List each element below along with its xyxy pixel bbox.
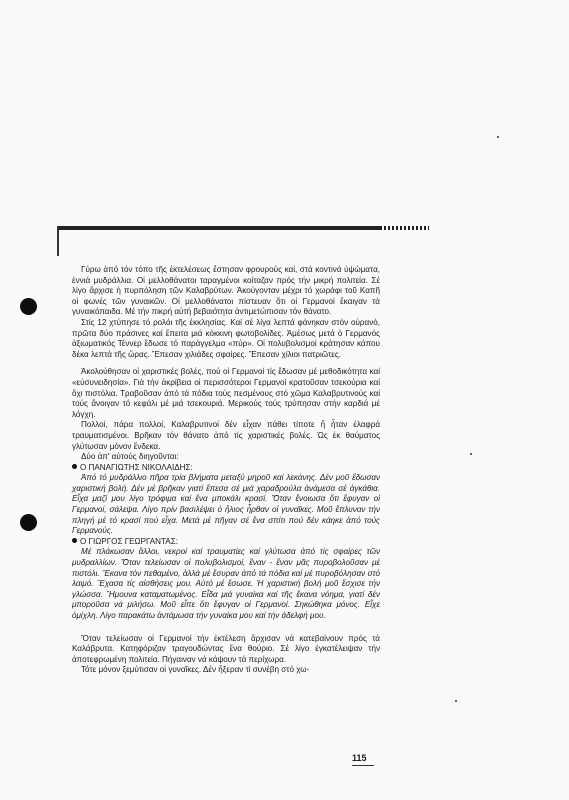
punch-hole-top bbox=[20, 298, 37, 315]
paragraph: Δύο ἀπ' αὐτούς διηγοῦνται: bbox=[81, 452, 179, 462]
testimony-paragraph: Ἀπό τό μυδράλλιο πῆρα τρία βλήματα μεταξύ μηροῦ καί λεκάνης. Δέν μοῦ ἔδωσαν χαριστική βολή. Δέν μέ βρῆκαν γιατί ἔπεσα σέ μιά χαραδρούλα ἀνάμεσα σέ ἀγκάθια. Εἶχα μαζί μου λίγο τρόφιμα καί ἕνα μποκάλι κρασί. Ὅταν ἔνοιωσα ὅτι ἔφυγαν οἱ Γερμανοί, σάλεψα. Λίγο πρίν βασιλέψει ὁ ἥλιος ἦρθαν οἱ γυναῖκες. Μοῦ ἔπλυναν τήν πληγή μέ τό κρασί πού εἶχα. Μετά μέ πῆγαν σέ ἕνα σπίτι πού δέν κάηκε ἀπό τούς Γερμανούς. bbox=[72, 473, 380, 536]
bullet-icon bbox=[72, 538, 77, 543]
speaker-heading bbox=[72, 463, 380, 474]
paragraph: Γύρω ἀπό τόν τόπο τῆς ἐκτελέσεως ἔστησαν φρουρούς καί, στά κοντινά ὑψώματα, ἐννιά μυδράλλια. Οἱ μελλοθάνατοι ταραγμένοι κοίταζαν πρός τήν μικρή πολιτεία. Σέ λίγο ἄρχισε ἡ πυρπόληση τῶν Καλαβρύτων. Ἀκούγονταν μέχρι τό χωράφι τοῦ Καπῆ οἱ φωνές τῶν γυναικῶν. Οἱ μελλοθάνατοι πίστευαν ὅτι οἱ Γερμανοί ἔκαιγαν τά γυναικόπαιδα. Μέ τήν πικρή αὐτή βεβαιότητα ἀντιμετώπισαν τόν θάνατο. bbox=[72, 265, 380, 317]
speaker-name: Ο ΠΑΝΑΓΙΩΤΗΣ ΝΙΚΟΛΑΙΔΗΣ: bbox=[80, 462, 193, 472]
margin-rule bbox=[57, 226, 59, 256]
paragraph: Στίς 12 χτύπησε τό ρολόι τῆς ἐκκλησίας. Καί σέ λίγα λεπτά φάνηκαν στόν οὐρανό, πρῶτα δύο πράσινες καί ἔπειτα μιά κόκκινη φωτοβολίδες. Ἀμέσως μετά ὁ Γερμανός ἀξιωματικός Τέννερ ἔδωσε τό παράγγελμα «πύρ». Οἱ πολυβολισμοί κράτησαν κάπου δέκα λεπτά τῆς ὥρας. Ἔπεσαν χιλιάδες σφαίρες. Ἔπεσαν χίλιοι πατριῶτες. bbox=[72, 317, 380, 359]
ink-speck bbox=[470, 453, 472, 455]
header-rule-hatch bbox=[380, 226, 429, 230]
paragraph: Πολλοί, πάρα πολλοί, Καλαβρυτινοί δέν εἶχαν πάθει τίποτε ἤ ἦταν ἐλαφρά τραυματισμένοι. Βρῆκαν τόν θάνατο ἀπό τίς χαριστικές βολές. Ὡς ἐκ θαύματος γλύτωσαν μόνον ἕνδεκα. bbox=[72, 420, 380, 451]
paragraph: Ὅταν τελείωσαν οἱ Γερμανοί τήν ἐκτέλεση ἄρχισαν νά κατεβαίνουν πρός τά Καλάβρυτα. Κατηφόριζαν τραγουδώντας ἕνα θούριο. Σέ λίγο ἐγκατέλειψαν τήν ἀποτεφρωμένη πολιτεία. Πήγαιναν νά κάψουν τά περίχωρα. bbox=[72, 633, 380, 664]
speaker-heading bbox=[72, 537, 380, 548]
paragraph: Ἀκολούθησαν οἱ χαριστικές βολές, πού οἱ Γερμανοί τίς ἔδωσαν μέ μεθοδικότητα καί «εὐσυνειδησία». Γιά τήν ἀκρίβεια οἱ περισσότεροι Γερμανοί κρατοῦσαν τσεκούρια καί ὄχι πιστόλια. Τραβοῦσαν ἀπό τά πόδια τούς πεσμένους στό χῶμα Καλαβρυτινούς καί τούς ἄνοιγαν τό κεφάλι μέ μιά τσεκουριά. Μερικούς τούς τρύπησαν στήν καρδιά μέ λόγχη. bbox=[72, 367, 380, 419]
ink-speck bbox=[455, 700, 457, 702]
bullet-icon bbox=[72, 464, 77, 469]
speaker-name: Ο ΓΙΩΡΓΟΣ ΓΕΩΡΓΑΝΤΑΣ: bbox=[80, 536, 178, 546]
page-number-underline bbox=[352, 765, 374, 766]
punch-hole-bottom bbox=[20, 514, 37, 531]
testimony-paragraph: Μέ πλάκωσαν ἄλλοι, νεκροί καί τραυματίες καί γλύτωσα ἀπό τίς σφαίρες τῶν μυδραλλίων. Ὅταν τελείωσαν οἱ πολυβολισμοί, ἕναν - ἕναν μᾶς πυροβολοῦσαν μέ πιστόλι. Ἔκανα τόν πεθαμένο, ἀλλά μέ ἔσυραν ἀπό τά πόδια καί μέ πυροβόλησαν στό λαιμό. Ἔχασα τίς αἰσθήσεις μου. Αὐτό μέ ἔσωσε. Ἡ χαριστική βολή μοῦ ἔσχισε τήν γλώσσα. Ἤμουνα καταματωμένος. Εἶδα μιά γυναίκα καί τῆς ἔκανα νόημα, γιατί δέν μποροῦσα νά μιλήσω. Μοῦ εἶπε ὅτι ἔφυγαν οἱ Γερμανοί. Σηκώθηκα μόνος. Εἶχε ὀμίχλη. Λίγο παρακάτω ἀντάμωσα τήν γυναίκα μου καί τήν ἀδελφή μου. bbox=[72, 547, 380, 620]
header-rule bbox=[57, 226, 380, 230]
article-body bbox=[72, 265, 380, 676]
paragraph: Τότε μόνον ξεμύτισαν οἱ γυναῖκες. Δέν ἤξεραν τί συνέβη στό χω- bbox=[81, 665, 310, 675]
page-number: 115 bbox=[352, 753, 367, 763]
ink-speck bbox=[497, 136, 499, 138]
